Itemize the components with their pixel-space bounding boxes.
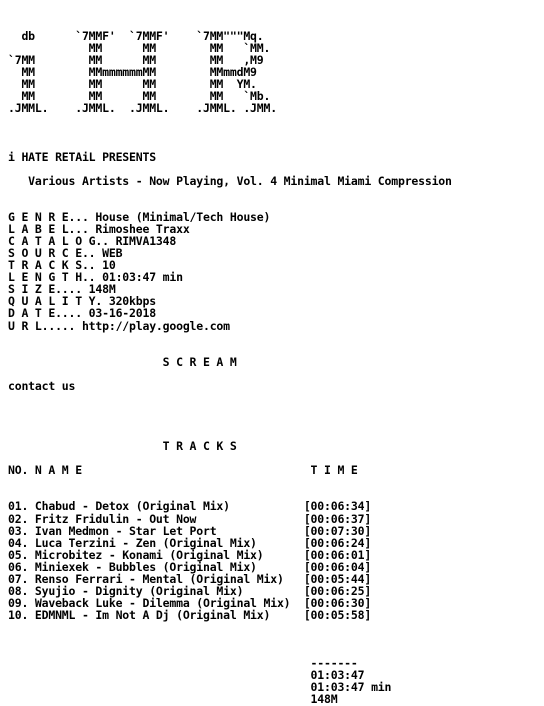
nfo-line: Various Artists - Now Playing, Vol. 4 Minimal Miami Compression [8,173,452,188]
nfo-line: .JMML. .JMML. .JMML. .JMML. .JMM. [8,101,277,116]
nfo-line: 01. Chabud - Detox (Original Mix) [00:06:34] [8,499,372,514]
nfo-line: 10. EDMNML - Im Not A Dj (Original Mix) [00:05:58] [8,608,372,622]
nfo-line: L E N G T H.. 01:03:47 min [8,270,183,285]
nfo-line: S O U R C E.. WEB [8,246,123,261]
nfo-line: S C R E A M [8,354,237,369]
nfo-line: 06. Miniexek - Bubbles (Original Mix) [00:06:04] [8,559,372,574]
nfo-line: MM MMmmmmmmMM MMmmdM9 [8,65,257,80]
nfo-line: MM MM MM MM `Mb. [8,89,271,104]
nfo-line: i HATE RETAiL PRESENTS [8,149,156,164]
nfo-line: db `7MMF' `7MMF' `7MM"""Mq. [8,29,264,43]
nfo-line: Q U A L I T Y. 320kbps [8,294,156,309]
nfo-line: S I Z E.... 148M [8,282,116,297]
nfo-line: 05. Microbitez - Konami (Original Mix) [00:06:01] [8,547,372,562]
nfo-line: 09. Waveback Luke - Dilemma (Original Mix) [00:06:30] [8,595,372,610]
nfo-line: 148M [8,692,338,706]
nfo-line: L A B E L... Rimoshee Traxx [8,222,190,236]
nfo-line: T R A C K S [8,439,237,454]
nfo-line: 04. Luca Terzini - Zen (Original Mix) [00:06:24] [8,535,372,550]
nfo-line: C A T A L O G.. RIMVA1348 [8,234,177,249]
nfo-line: 01:03:47 [8,668,365,683]
nfo-line: 08. Syujio - Dignity (Original Mix) [00:06:25] [8,583,372,598]
nfo-line: U R L..... http://play.google.com [8,318,230,333]
nfo-line: 03. Ivan Medmon - Star Let Port [00:07:30] [8,523,372,538]
nfo-line: MM MM MM `MM. [8,41,271,56]
nfo-line: 01:03:47 min [8,680,392,695]
nfo-line: contact us [8,378,76,393]
nfo-line: NO. N A M E T I M E [8,463,358,478]
nfo-line: ------- [8,656,358,671]
nfo-line: T R A C K S.. 10 [8,258,116,273]
nfo-text [8,30,452,706]
nfo-line: G E N R E... House (Minimal/Tech House) [8,209,271,224]
nfo-line: 02. Fritz Fridulin - Out Now [00:06:37] [8,511,372,526]
nfo-line: MM MM MM MM YM. [8,77,257,92]
nfo-line: `7MM MM MM MM ,M9 [8,53,264,68]
nfo-line: D A T E.... 03-16-2018 [8,306,156,321]
nfo-line: 07. Renso Ferrari - Mental (Original Mix) [00:05:44] [8,571,372,586]
